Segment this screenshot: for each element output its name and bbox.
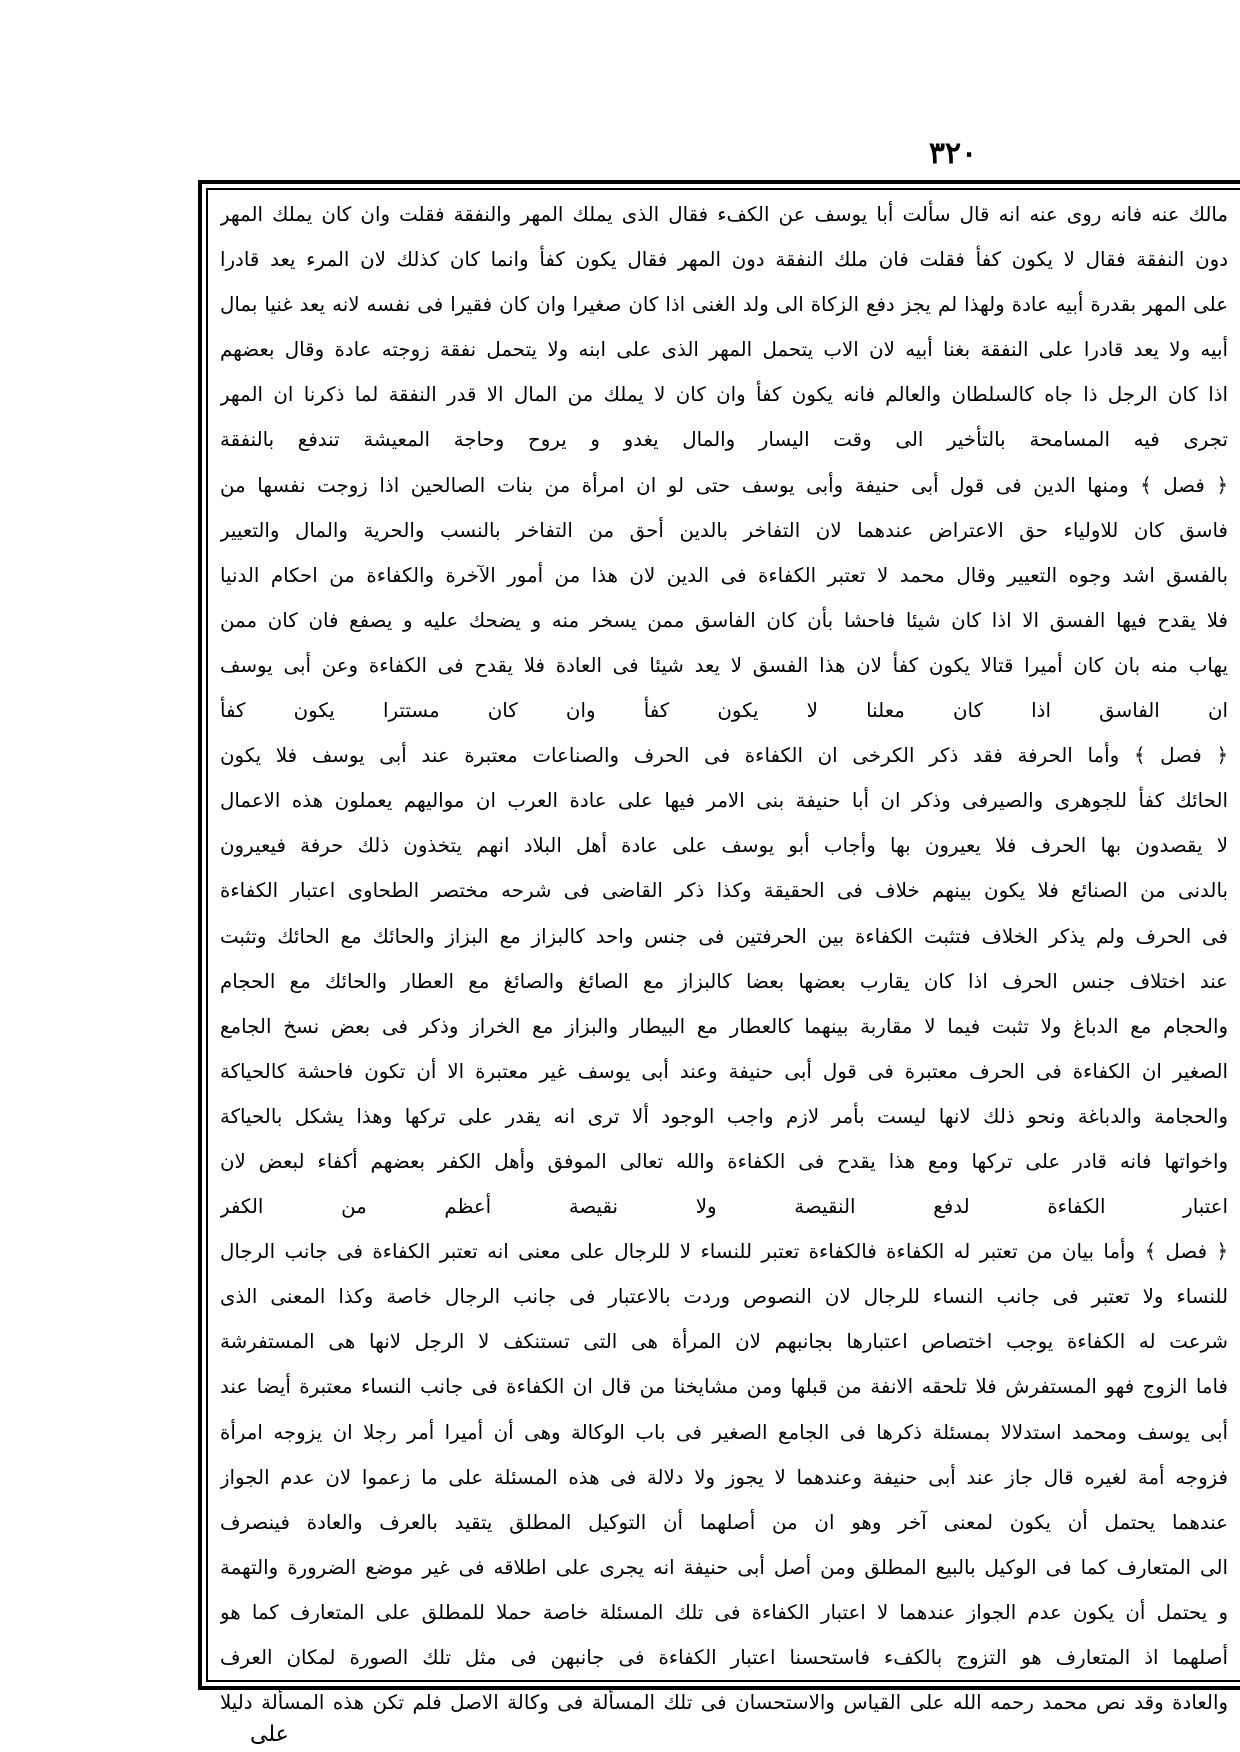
text-line: بالدنى من الصنائع فلا يكون بينهم خلاف فى الحقيقة وكذا ذكر القاضى فى شرحه مختصر الطحاوى اعتبار الكفاءة (220, 879, 1228, 903)
page-number: ٣٢٠ (928, 136, 978, 171)
text-line: تجرى فيه المسامحة بالتأخير الى وقت اليسار والمال يغدو و يروح وحاجة المعيشة تندفع بالنفقة (220, 428, 1228, 452)
text-line: فلا يقدح فيها الفسق الا اذا كان شيئا فاحشا بأن كان الفاسق ممن يسخر منه و يضحك عليه و يصفع فان كان ممن (220, 608, 1228, 632)
text-line: اذا كان الرجل ذا جاه كالسلطان والعالم فانه يكون كفأ وان كان لا يملك من المال الا قدر النفقة لما ذكرنا ان المهر (220, 383, 1228, 407)
catchword: على (250, 1722, 289, 1747)
text-line: ان الفاسق اذا كان معلنا لا يكون كفأ وان كان مستترا يكون كفأ (220, 699, 1228, 723)
text-line: فى الحرف ولم يذكر الخلاف فتثبت الكفاءة بين الحرفتين فى جنس واحد كالبزاز مع البزاز والحائك مع الحائك وتثبت (220, 924, 1228, 948)
text-line: اعتبار الكفاءة لدفع النقيصة ولا نقيصة أعظم من الكفر (220, 1195, 1228, 1219)
text-line: شرعت له الكفاءة يوجب اختصاص اعتبارها بجانبهم لان المرأة هى التى تستنكف لا الرجل لانها هى المستفرشة (220, 1330, 1228, 1354)
text-line: فاما الزوج فهو المستفرش فلا تلحقه الانفة من قبلها ومن مشايخنا من قال ان الكفاءة فى جانب النساء معتبرة أيضا عند (220, 1375, 1228, 1399)
text-line: أبى يوسف ومحمد استدلالا بمسئلة ذكرها فى الجامع الصغير فى باب الوكالة وهى أن أميرا أمر رجلا ان يزوجه امرأة (220, 1420, 1228, 1444)
text-line: مالك عنه فانه روى عنه انه قال سألت أبا يوسف عن الكفء فقال الذى يملك المهر والنفقة فقلت وان كان يملك المهر (220, 203, 1228, 226)
text-line: بالفسق اشد وجوه التعيير وقال محمد لا تعتبر الكفاءة فى الدين لان هذا من أمور الآخرة والكفاءة من احكام الدنيا (220, 563, 1228, 587)
text-line: الصغير ان الكفاءة فى الحرف معتبرة فى قول أبى حنيفة وعند أبى يوسف غير معتبرة الا أن تكون فاحشة كالحياكة (220, 1059, 1228, 1083)
text-body (220, 192, 1228, 1715)
text-line: الى المتعارف كما فى الوكيل بالبيع المطلق ومن أصل أبى حنيفة انه يجرى على اطلاقه فى غير موضع الضرورة والتهمة (220, 1555, 1228, 1579)
text-line: ﴿ فصل ﴾ وأما الحرفة فقد ذكر الكرخى ان الكفاءة فى الحرف والصناعات معتبرة عند أبى يوسف فلا يكون (220, 744, 1228, 768)
text-line: ﴿ فصل ﴾ وأما بيان من تعتبر له الكفاءة فالكفاءة تعتبر للنساء لا للرجال على معنى انه تعتبر الكفاءة فى جانب الرجال (220, 1240, 1228, 1264)
text-line: على المهر بقدرة أبيه عادة ولهذا لم يجز دفع الزكاة الى ولد الغنى اذا كان صغيرا وان كان فقيرا فى نفسه لانه يعد غنيا بمال (220, 293, 1228, 317)
text-line: دون النفقة فقال لا يكون كفأ فقلت فان ملك النفقة دون المهر فقال يكون كفأ وانما كان كذلك لان المرء يعد قادرا (220, 248, 1228, 272)
text-line: والحجام مع الدباغ ولا تثبت فيما لا مقاربة بينهما كالعطار مع البيطار والبزاز مع الخراز وذكر فى بعض نسخ الجامع (220, 1014, 1228, 1038)
text-line: واخواتها فانه قادر على تركها ومع هذا يقدح فى الكفاءة والله تعالى الموفق وأهل الكفر بعضهم أكفاء لبعض لان (220, 1149, 1228, 1173)
text-line: يهاب منه بان كان أميرا قتالا يكون كفأ لان هذا الفسق لا يعد شيئا فى العادة فلا يقدح فى الكفاءة وعن أبى يوسف (220, 653, 1228, 677)
text-line: عند اختلاف جنس الحرف اذا كان يقارب بعضها بعضا كالبزاز مع الصائغ والصائغ مع العطار والحائك مع الحجام (220, 969, 1228, 993)
text-line: للنساء ولا تعتبر فى جانب النساء للرجال لان النصوص وردت بالاعتبار فى جانب الرجال خاصة وكذا المعنى الذى (220, 1285, 1228, 1309)
text-line: و يحتمل أن يكون عدم الجواز عندهما لا اعتبار الكفاءة فى تلك المسئلة خاصة حملا للمطلق على المتعارف كما هو (220, 1600, 1228, 1624)
text-line: فاسق كان للاولياء حق الاعتراض عندهما لان التفاخر بالدين أحق من التفاخر بالنسب والحرية والمال والتعيير (220, 518, 1228, 542)
text-line: والحجامة والدباغة ونحو ذلك لانها ليست بأمر لازم واجب الوجود ألا ترى انه يقدر على تركها وهذا يشكل بالحياكة (220, 1104, 1228, 1128)
text-line: أبيه ولا يعد قادرا على النفقة بغنا أبيه لان الاب يتحمل المهر الذى على ابنه ولا يتحمل نفقة زوجته عادة وقال بعضهم (220, 338, 1228, 362)
text-line: لا يقصدون بها الحرف فلا يعيرون بها وأجاب أبو يوسف على عادة أهل البلاد انهم يتخذون ذلك حرفة فيعيرون (220, 834, 1228, 858)
page-frame (198, 180, 1240, 1715)
text-line: عندهما يحتمل أن يكون لمعنى آخر وهو ان من أصلهما أن التوكيل المطلق يتقيد بالعرف والعادة فينصرف (220, 1510, 1228, 1534)
text-line: والعادة وقد نص محمد رحمه الله على القياس والاستحسان فى تلك المسألة فى وكالة الاصل فلم تكن هذه المسألة دليلا (220, 1691, 1228, 1715)
text-line: الحائك كفأ للجوهرى والصيرفى وذكر ان أبا حنيفة بنى الامر فيها على عادة العرب ان مواليهم يعملون هذه الاعمال (220, 789, 1228, 813)
text-line: ﴿ فصل ﴾ ومنها الدين فى قول أبى حنيفة وأبى يوسف حتى لو ان امرأة من بنات الصالحين اذا زوجت نفسها من (220, 473, 1228, 497)
text-line: أصلهما اذ المتعارف هو التزوج بالكفء فاستحسنا اعتبار الكفاءة فى جانبهن فى مثل تلك الصورة لمكان العرف (220, 1646, 1228, 1669)
text-line: فزوجه أمة لغيره قال جاز عند أبى حنيفة وعندهما لا يجوز ولا دلالة فى هذه المسئلة على ما زعموا لان عدم الجواز (220, 1465, 1228, 1489)
